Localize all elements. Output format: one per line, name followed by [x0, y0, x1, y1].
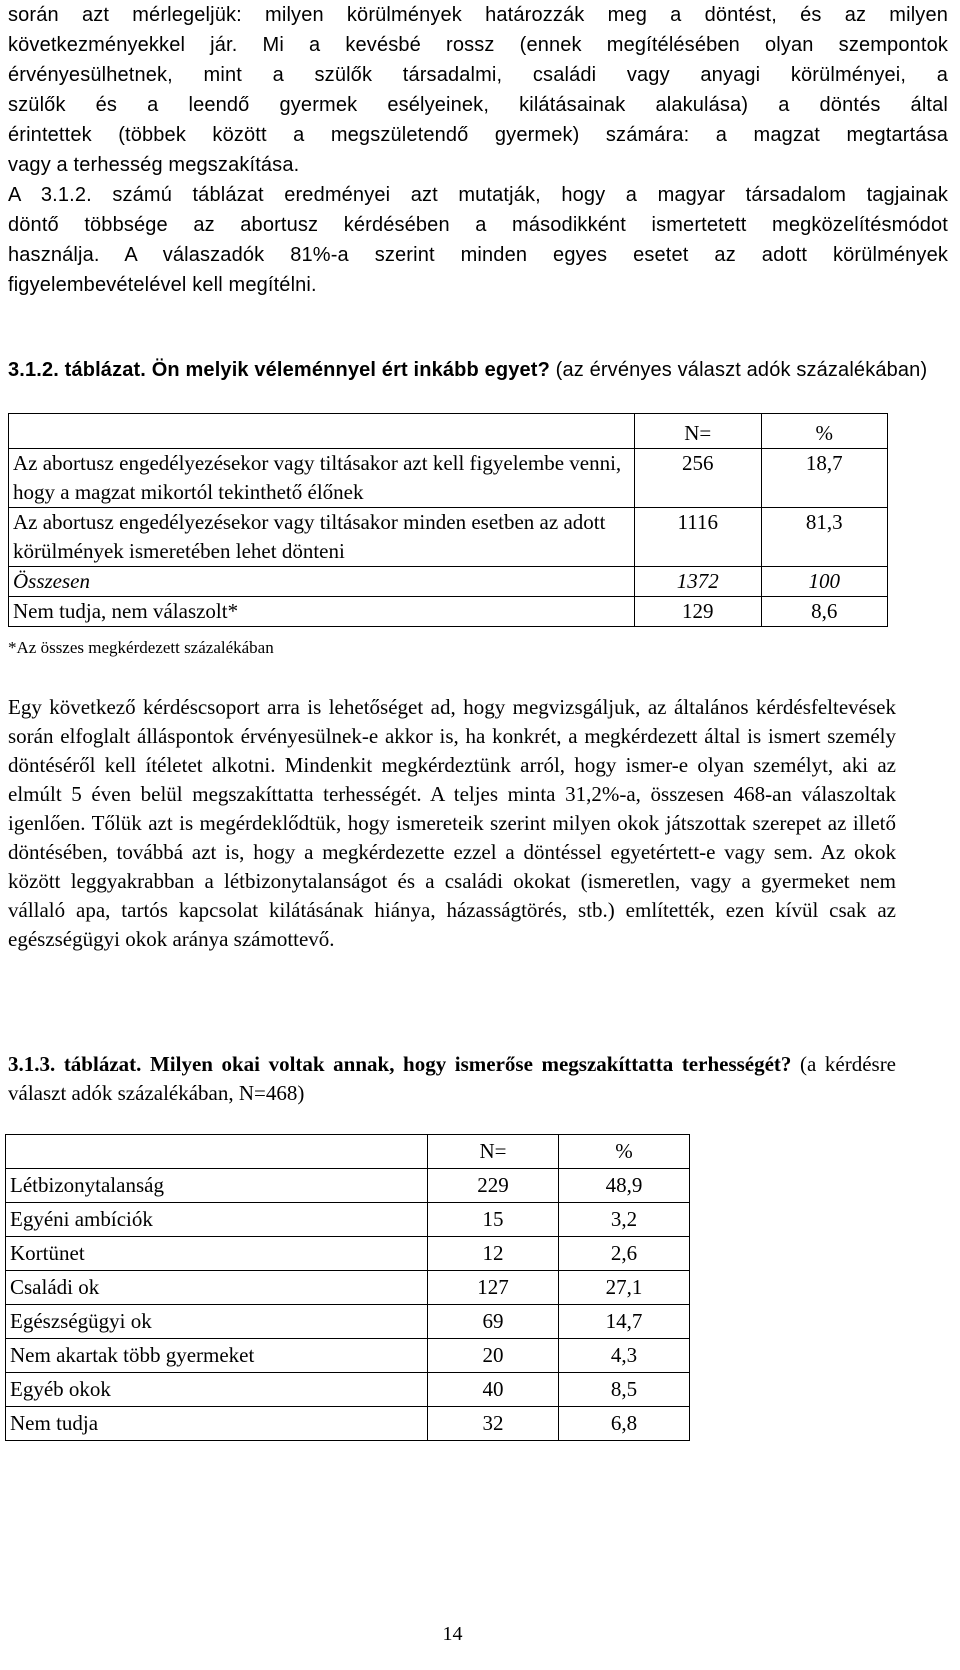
row-n: 12 [427, 1237, 558, 1271]
text-line: figyelembevételével kell megítélni. [8, 274, 317, 296]
table-row [6, 1203, 690, 1237]
row-n: 1116 [635, 508, 762, 567]
row-pct: 4,3 [558, 1339, 689, 1373]
table1-footnote: *Az összes megkérdezett százalékában [8, 638, 274, 657]
table2-caption-title: 3.1.3. táblázat. Milyen okai voltak annak, hogy ismerőse megszakíttatta terhességét? [8, 1052, 792, 1076]
row-pct: 2,6 [558, 1237, 689, 1271]
table-row [6, 1271, 690, 1305]
row-n: 69 [427, 1305, 558, 1339]
row-pct: 14,7 [558, 1305, 689, 1339]
row-pct: 6,8 [558, 1407, 689, 1441]
table-row [9, 449, 888, 508]
row-pct: 3,2 [558, 1203, 689, 1237]
text-line: során azt mérlegeljük: milyen körülmények határozzák meg a döntést, és az milyen [8, 4, 948, 26]
row-label: Az abortusz engedélyezésekor vagy tiltásakor azt kell figyelembe venni, hogy a magzat mikortól tekinthető élőnek [9, 449, 635, 508]
table-row [6, 1373, 690, 1407]
row-label: Kortünet [6, 1237, 428, 1271]
header-label-cell [9, 414, 635, 449]
body-paragraph: Egy következő kérdéscsoport arra is lehetőséget ad, hogy megvizsgáljuk, az általános kérdésfeltevések során elfoglalt álláspontok érvényesülnek-e akkor is, ha konkrét, a megkérdezett által is ismert személy döntéséről kell ítéletet alkotni. Mindenkit megkérdeztünk arról, hogy ismer-e olyan személyt, aki az elmúlt 5 éven belül megszakíttatta terhességét. A teljes minta 31,2%-a, összesen 468-an válaszoltak igenlően. Tőlük azt is megérdeklődtük, hogy ismereteik szerint milyen okok játszottak szerepet az illető döntésében, továbbá azt is, hogy a megkérdezette ezzel a döntéssel egyetértett-e vagy sem. Az okok között leggyakrabban a létbizonytalanságot és a családi okokat (ismeretlen, vagy a gyermeket nem vállaló apa, tartós kapcsolat kilátásának hiánya, házasságtörés, stb.) említették, ezen kívül csak az egészségügyi okok aránya számottevő. [8, 695, 896, 951]
row-n: 229 [427, 1169, 558, 1203]
row-label: Létbizonytalanság [6, 1169, 428, 1203]
row-label: Nem tudja [6, 1407, 428, 1441]
text-line: A 3.1.2. számú táblázat eredményei azt mutatják, hogy a magyar társadalom tagjainak [8, 184, 948, 206]
row-pct: 100 [761, 567, 887, 597]
table2-caption [8, 1050, 896, 1108]
table-row [9, 508, 888, 567]
opinion-table [8, 413, 888, 627]
text-line: következményekkel jár. Mi a kevésbé rossz (ennek megítélésében olyan szempontok [8, 34, 948, 56]
row-label: Az abortusz engedélyezésekor vagy tiltásakor minden esetben az adott körülmények ismeretében lehet dönteni [9, 508, 635, 567]
table-row [9, 597, 888, 627]
row-label: Nem akartak több gyermeket [6, 1339, 428, 1373]
table-row [6, 1169, 690, 1203]
row-label: Egészségügyi ok [6, 1305, 428, 1339]
row-n: 15 [427, 1203, 558, 1237]
header-pct-cell: % [558, 1135, 689, 1169]
header-label-cell [6, 1135, 428, 1169]
text-line: vagy a terhesség megszakítása. [8, 154, 300, 176]
row-label: Összesen [9, 567, 635, 597]
row-pct: 8,6 [761, 597, 887, 627]
table-total-row [9, 567, 888, 597]
row-n: 127 [427, 1271, 558, 1305]
text-line: döntő többsége az abortusz kérdésében a másodikként ismertetett megközelítésmódot [8, 214, 948, 236]
row-label: Családi ok [6, 1271, 428, 1305]
table-row [6, 1305, 690, 1339]
row-pct: 18,7 [761, 449, 887, 508]
reasons-table [5, 1134, 690, 1441]
table-header-row [6, 1135, 690, 1169]
table-row [6, 1237, 690, 1271]
table-row [6, 1339, 690, 1373]
text-line: használja. A válaszadók 81%-a szerint minden egyes esetet az adott körülmények [8, 244, 948, 266]
row-label: Nem tudja, nem válaszolt* [9, 597, 635, 627]
header-n-cell: N= [635, 414, 762, 449]
table1-caption [8, 355, 938, 385]
page-number: 14 [442, 1623, 463, 1645]
row-n: 20 [427, 1339, 558, 1373]
header-n-cell: N= [427, 1135, 558, 1169]
row-label: Egyéni ambíciók [6, 1203, 428, 1237]
row-pct: 8,5 [558, 1373, 689, 1407]
table-row [6, 1407, 690, 1441]
text-line: érintettek (többek között a megszületendő gyermek) számára: a magzat megtartása [8, 124, 948, 146]
row-n: 32 [427, 1407, 558, 1441]
table1-caption-title: 3.1.2. táblázat. Ön melyik véleménnyel ért inkább egyet? [8, 359, 550, 381]
row-n: 129 [635, 597, 762, 627]
row-pct: 48,9 [558, 1169, 689, 1203]
table-header-row [9, 414, 888, 449]
row-n: 1372 [635, 567, 762, 597]
text-line: érvényesülhetnek, mint a szülők társadalmi, családi vagy anyagi körülményei, a [8, 64, 948, 86]
text-line: szülők és a leendő gyermek esélyeinek, kilátásainak alakulása) a döntés által [8, 94, 948, 116]
table1-caption-note: (az érvényes választ adók százalékában) [549, 359, 928, 381]
table2-caption-note: (a kérdésre választ adók százalékában, N=468) [8, 1052, 897, 1105]
header-pct-cell: % [761, 414, 887, 449]
row-label: Egyéb okok [6, 1373, 428, 1407]
row-n: 40 [427, 1373, 558, 1407]
row-pct: 81,3 [761, 508, 887, 567]
intro-paragraph [8, 0, 948, 300]
row-pct: 27,1 [558, 1271, 689, 1305]
row-n: 256 [635, 449, 762, 508]
